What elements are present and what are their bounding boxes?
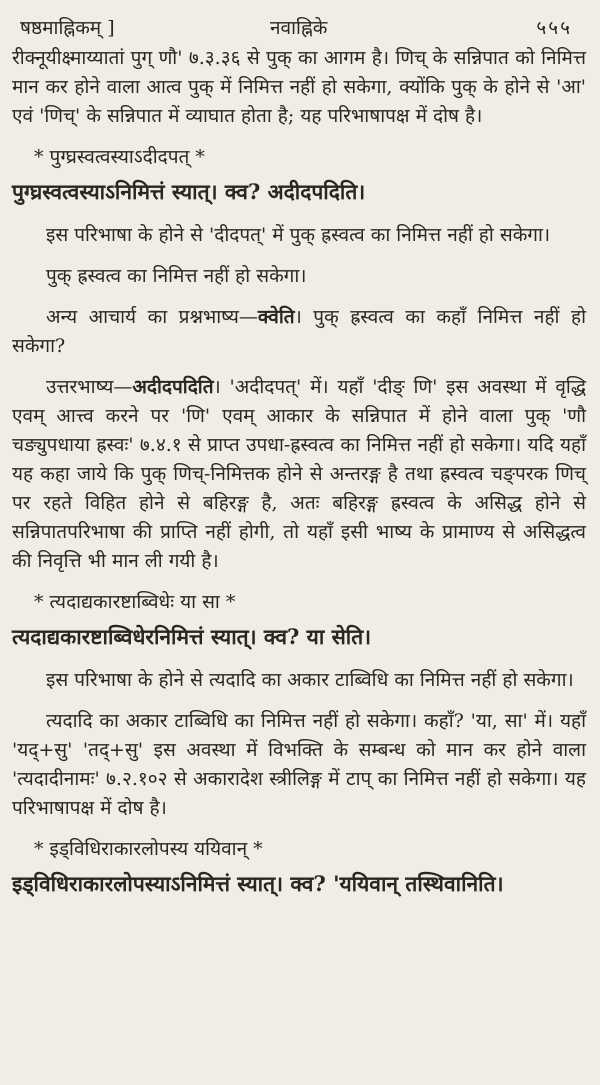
paragraph: त्यदादि का अकार टाब्विधि का निमित्त नहीं हो सकेगा। कहाँ? 'या, सा' में। यहाँ 'यद्+सु' 'तद्+सु' इस अवस्था में विभक्ति के सम्बन्ध को मान कर होने वाला 'त्यदादीनामः' ७.२.१०२ से अकारादेश स्त्रीलिङ्ग में टाप् का निमित्त नहीं हो सकेगा। यह परिभाषापक्ष में दोष है। [12,710,586,819]
verse-heading: * पुग्घ्रस्वत्वस्याऽदीदपत् * [34,146,205,168]
page-body [12,44,586,899]
chapter-label: षष्ठमाह्निकम् ] [20,17,115,39]
sutra-line: पुग्घ्रस्वत्वस्याऽनिमित्तं स्यात्। क्व? अदीदपदिति। [12,179,366,204]
paragraph [12,373,586,576]
verse-heading: * इड्विधिराकारलोपस्य ययिवान् * [34,838,263,860]
answer-rest: । 'अदीदपत्' में। यहाँ 'दीङ् णि' इस अवस्था में वृद्धि एवम् आत्त्व करने पर 'णि' एवम् आकार के सन्निपात में होने वाला पुक् 'णौ चङ्युपधाया ह्रस्वः' ७.४.१ से प्राप्त उपधा-ह्रस्वत्व का निमित्त नहीं हो सकेगा। यदि यहाँ यह कहा जाये कि पुक् णिच्-निमित्तक होने से अन्तरङ्ग है तथा ह्रस्वत्व चङ्परक णिच् पर रहते विहित होने से बहिरङ्ग है, अतः बहिरङ्ग ह्रस्वत्व के असिद्ध होने से सन्निपातपरिभाषा की प्राप्ति नहीं होगी, तो यहाँ इसी भाष्य के प्रामाण्य से असिद्धत्व की निवृत्ति भी मान ली गयी है। [12,376,586,572]
section-title: नवाह्निके [270,17,328,39]
paragraph: पुक् ह्रस्वत्व का निमित्त नहीं हो सकेगा। [46,265,307,287]
running-header [12,0,586,44]
answer-term: अदीदपदिति [132,376,214,398]
question-term: क्वेति [257,306,295,328]
question-intro: अन्य आचार्य का प्रश्नभाष्य— [46,306,258,328]
page-number: ५५५ [536,17,572,39]
paragraph: इस परिभाषा के होने से 'दीदपत्' में पुक् ह्रस्वत्व का निमित्त नहीं हो सकेगा। [46,224,551,246]
question-rest: । पुक् ह्रस्वत्व का कहाँ निमित्त नहीं हो सकेगा? [12,306,586,357]
paragraph [12,303,586,361]
paragraph: इस परिभाषा के होने से त्यदादि का अकार टाब्विधि का निमित्त नहीं हो सकेगा। [46,669,574,691]
sutra-line: त्यदाद्यकारष्टाब्विधेरनिमित्तं स्यात्। क्व? या सेति। [12,624,372,649]
paragraph: रीक्नूयीक्ष्माय्यातां पुग् णौ' ७.३.३६ से पुक् का आगम है। णिच् के सन्निपात को निमित्त मान कर होने वाला आत्व पुक् में निमित्त नहीं हो सकेगा, क्योंकि पुक् के होने से 'आ' एवं 'णिच्' के सन्निपात में व्याघात होता है; यह परिभाषापक्ष में दोष है। [12,47,586,127]
answer-intro: उत्तरभाष्य— [46,376,133,398]
verse-heading: * त्यदाद्यकारष्टाब्विधेः या सा * [34,591,236,613]
sutra-line: इड्विधिराकारलोपस्याऽनिमित्तं स्यात्। क्व? 'ययिवान् तस्थिवानिति। [12,871,504,896]
